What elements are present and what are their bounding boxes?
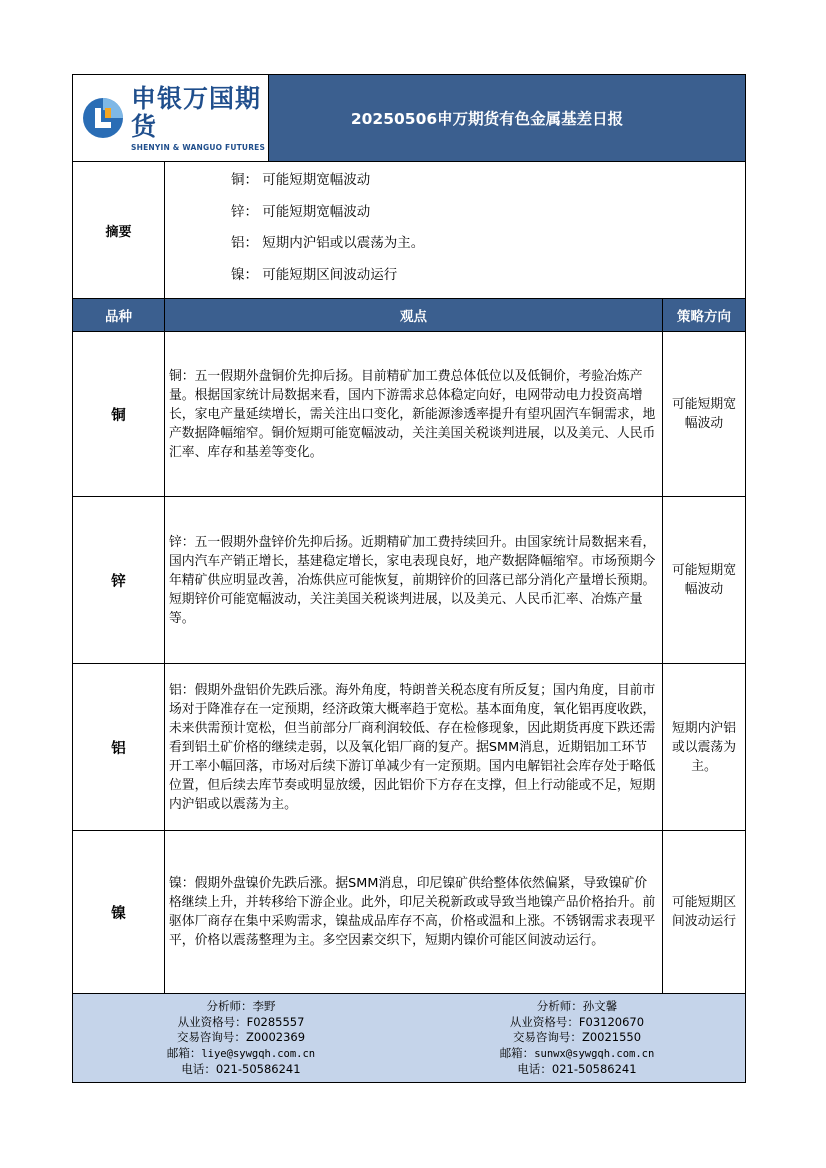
phone-label: 电话： [181, 1062, 216, 1076]
analyst-name-label: 分析师： [206, 999, 253, 1013]
table-row-nickel [73, 831, 745, 994]
view-text: 镍：假期外盘镍价先跌后涨。据SMM消息，印尼镍矿供给整体依然偏紧，导致镍矿价格继续上升，并转移给下游企业。此外，印尼关税新政或导致当地镍产品价格抬升。前驱体厂商存在集中采购需求，镍盐成品库存不高，价格或温和上涨。不锈钢需求表现平平，价格以震荡整理为主。多空因素交织下，短期内镍价可能区间波动运行。 [165, 831, 663, 993]
phone-label: 电话： [517, 1062, 552, 1076]
table-row-copper [73, 332, 745, 497]
variety-name: 镍 [73, 831, 165, 993]
email-address: sunwx@sywgqh.com.cn [534, 1047, 655, 1060]
qualification-number: F0285557 [246, 1014, 305, 1029]
analyst-card [73, 999, 409, 1082]
email-label: 邮箱： [166, 1045, 202, 1060]
company-logo [73, 75, 269, 161]
view-text: 铜：五一假期外盘铜价先抑后扬。目前精矿加工费总体低位以及低铜价，考验冶炼产量。根据国家统计局数据来看，国内下游需求总体稳定向好，电网带动电力投资高增长，家电产量延续增长，需关注出口变化，新能源渗透率提升有望巩固汽车铜需求，地产数据降幅缩窄。铜价短期可能宽幅波动，关注美国关税谈判进展，以及美元、人民币汇率、库存和基差等变化。 [165, 332, 663, 496]
variety-name: 铝 [73, 664, 165, 830]
consulting-label: 交易咨询号： [512, 1030, 582, 1044]
consulting-label: 交易咨询号： [176, 1030, 246, 1044]
phone-number: 021-50586241 [215, 1062, 301, 1076]
daily-report [72, 74, 746, 1083]
logo-english-name: SHENYIN & WANGUO FUTURES [131, 142, 266, 152]
strategy-text: 可能短期宽幅波动 [672, 397, 736, 431]
column-header-variety: 品种 [73, 299, 165, 331]
analyst-card [409, 999, 745, 1082]
view-text: 锌：五一假期外盘锌价先抑后扬。近期精矿加工费持续回升。由国家统计局数据来看，国内汽车产销正增长，基建稳定增长，家电表现良好，地产数据降幅缩窄。市场预期今年精矿供应明显改善，冶炼供应可能恢复，前期锌价的回落已部分消化产量增长预期。短期锌价可能宽幅波动，关注美国关税谈判进展，以及美元、人民币汇率、冶炼产量等。 [165, 497, 663, 663]
phone-number: 021-50586241 [551, 1062, 637, 1076]
variety-name: 铜 [73, 332, 165, 496]
strategy-text: 短期内沪铝或以震荡为主。 [672, 720, 736, 774]
qualification-label: 从业资格号： [177, 1014, 247, 1029]
table-header [73, 299, 745, 332]
qualification-label: 从业资格号： [509, 1014, 579, 1029]
email-label: 邮箱： [499, 1045, 535, 1060]
consulting-number: Z0002369 [245, 1030, 306, 1044]
consulting-number: Z0021550 [581, 1030, 642, 1044]
logo-chinese-name: 申银万国期货 [131, 83, 262, 141]
qualification-number: F03120670 [578, 1014, 645, 1029]
summary-section [73, 162, 745, 299]
logo-mark-icon [81, 96, 125, 140]
analyst-name: 孙文馨 [582, 999, 618, 1013]
table-row-zinc [73, 497, 745, 664]
summary-list [165, 162, 745, 298]
column-header-strategy: 策略方向 [677, 309, 731, 325]
summary-label: 摘要 [73, 162, 165, 298]
analyst-name-label: 分析师： [536, 999, 583, 1013]
column-header-view: 观点 [165, 299, 663, 331]
strategy-text: 可能短期宽幅波动 [672, 563, 736, 597]
strategy-text: 可能短期区间波动运行 [672, 895, 736, 929]
analyst-footer [73, 994, 745, 1082]
summary-line-aluminum: 铝： 短期内沪铝或以震荡为主。 [231, 235, 425, 251]
summary-line-copper: 铜： 可能短期宽幅波动 [231, 172, 371, 188]
summary-line-nickel: 镍： 可能短期区间波动运行 [231, 266, 398, 283]
view-text: 铝：假期外盘铝价先跌后涨。海外角度，特朗普关税态度有所反复；国内角度，目前市场对于降准存在一定预期，经济政策大概率趋于宽松。基本面角度，氧化铝再度收跌，未来供需预计宽松，但当前部分厂商利润较低、存在检修现象，因此期货再度下跌还需看到铝土矿价格的继续走弱，以及氧化铝厂商的复产。据SMM消息，近期铝加工环节开工率小幅回落，市场对后续下游订单减少有一定预期。国内电解铝社会库存处于略低位置，但后续去库节奏或明显放缓，因此铝价下方存在支撑，但上行动能或不足，短期内沪铝或以震荡为主。 [165, 664, 663, 830]
analyst-name: 李野 [252, 999, 276, 1013]
variety-name: 锌 [73, 497, 165, 663]
email-address: liye@sywgqh.com.cn [201, 1047, 316, 1060]
report-header [73, 75, 745, 162]
report-title: 20250506申万期货有色金属基差日报 [269, 75, 745, 161]
summary-line-zinc: 锌： 可能短期宽幅波动 [231, 203, 371, 220]
table-row-aluminum [73, 664, 745, 831]
